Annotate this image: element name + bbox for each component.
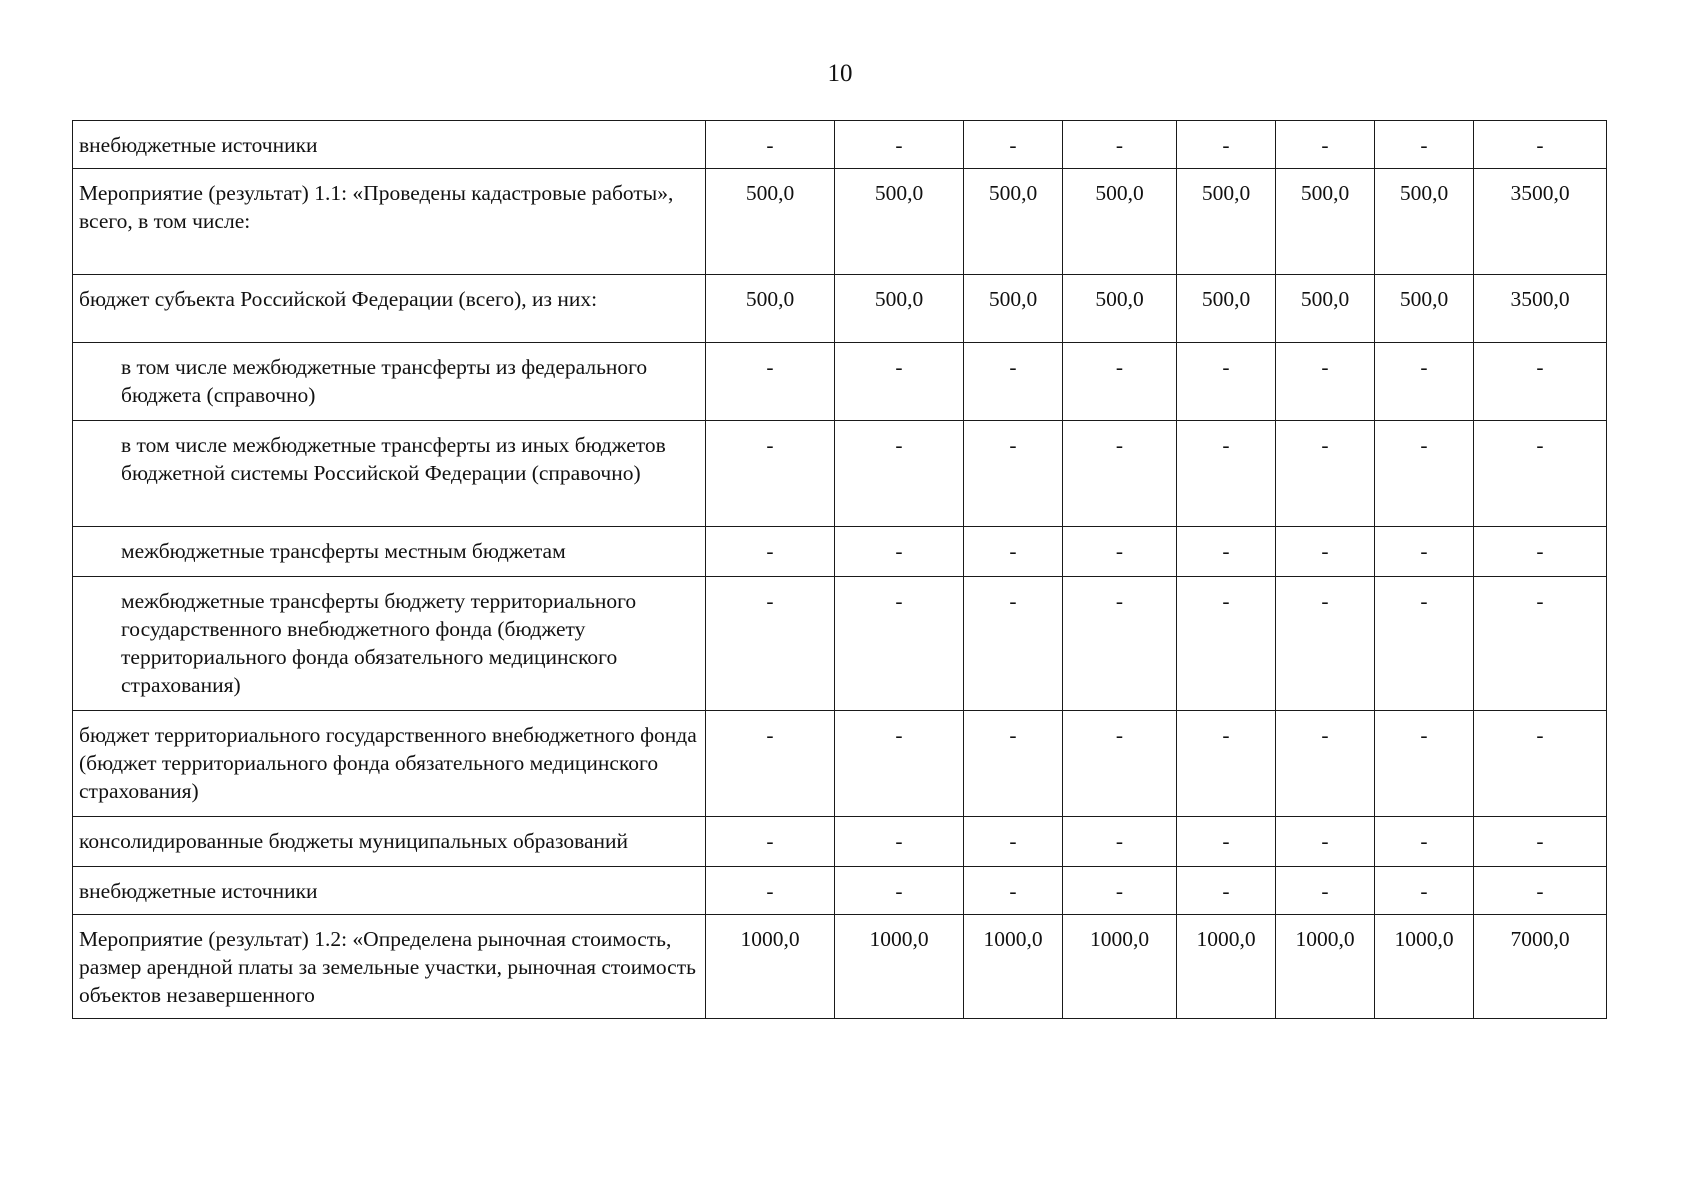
value-cell: -: [1063, 527, 1177, 577]
value-cell: 500,0: [1063, 169, 1177, 275]
value-cell: -: [1276, 121, 1375, 169]
value-cell: -: [1474, 867, 1607, 915]
value-cell: 1000,0: [964, 915, 1063, 1019]
value-cell: -: [706, 577, 835, 711]
value-cell: -: [1177, 421, 1276, 527]
value-cell: -: [1474, 121, 1607, 169]
value-cell: -: [1474, 711, 1607, 817]
table-row: [73, 275, 1607, 343]
value-cell: -: [1177, 711, 1276, 817]
row-label: Мероприятие (результат) 1.2: «Определена рыночная стоимость, размер арендной платы за земельные участки, рыночная стоимость объектов незавершенного: [73, 915, 706, 1019]
row-label: консолидированные бюджеты муниципальных образований: [73, 817, 706, 867]
value-cell: 500,0: [1276, 275, 1375, 343]
value-cell: 1000,0: [835, 915, 964, 1019]
value-cell: -: [1474, 527, 1607, 577]
value-cell: 500,0: [1276, 169, 1375, 275]
value-cell: 500,0: [964, 275, 1063, 343]
value-cell: -: [1177, 121, 1276, 169]
value-cell: -: [964, 817, 1063, 867]
table-row: [73, 421, 1607, 527]
value-cell: -: [1063, 817, 1177, 867]
value-cell: 3500,0: [1474, 275, 1607, 343]
value-cell: -: [964, 421, 1063, 527]
value-cell: -: [1063, 421, 1177, 527]
value-cell: 500,0: [964, 169, 1063, 275]
value-cell: 1000,0: [1276, 915, 1375, 1019]
value-cell: -: [1375, 577, 1474, 711]
value-cell: -: [1276, 711, 1375, 817]
row-label: межбюджетные трансферты местным бюджетам: [73, 527, 706, 577]
value-cell: -: [706, 121, 835, 169]
table-row: [73, 711, 1607, 817]
table-row: [73, 817, 1607, 867]
value-cell: 1000,0: [1177, 915, 1276, 1019]
value-cell: -: [964, 527, 1063, 577]
value-cell: -: [1375, 421, 1474, 527]
value-cell: 3500,0: [1474, 169, 1607, 275]
value-cell: -: [1177, 343, 1276, 421]
value-cell: -: [706, 817, 835, 867]
value-cell: -: [964, 343, 1063, 421]
value-cell: 1000,0: [706, 915, 835, 1019]
page-number: 10: [827, 60, 853, 87]
value-cell: -: [1063, 711, 1177, 817]
table-row: [73, 343, 1607, 421]
table-row: [73, 169, 1607, 275]
value-cell: 1000,0: [1375, 915, 1474, 1019]
value-cell: -: [1375, 711, 1474, 817]
value-cell: -: [1063, 867, 1177, 915]
row-label: межбюджетные трансферты бюджету территориального государственного внебюджетного фонда (бюджету территориального фонда обязательного медицинского страхования): [73, 577, 706, 711]
value-cell: -: [964, 577, 1063, 711]
value-cell: -: [1063, 343, 1177, 421]
value-cell: 500,0: [706, 169, 835, 275]
value-cell: -: [1063, 121, 1177, 169]
row-label: внебюджетные источники: [73, 121, 706, 169]
value-cell: -: [1276, 527, 1375, 577]
table-row: [73, 915, 1607, 1019]
value-cell: -: [835, 577, 964, 711]
table-row: [73, 121, 1607, 169]
value-cell: -: [835, 121, 964, 169]
value-cell: -: [1177, 867, 1276, 915]
value-cell: -: [835, 421, 964, 527]
value-cell: -: [835, 343, 964, 421]
value-cell: -: [964, 867, 1063, 915]
value-cell: 500,0: [1177, 169, 1276, 275]
value-cell: -: [1276, 421, 1375, 527]
row-label: бюджет субъекта Российской Федерации (всего), из них:: [73, 275, 706, 343]
table-row: [73, 867, 1607, 915]
value-cell: -: [1474, 421, 1607, 527]
value-cell: -: [706, 343, 835, 421]
table-row: [73, 577, 1607, 711]
value-cell: -: [706, 421, 835, 527]
value-cell: -: [1474, 817, 1607, 867]
value-cell: -: [1375, 343, 1474, 421]
value-cell: -: [835, 867, 964, 915]
row-label: в том числе межбюджетные трансферты из иных бюджетов бюджетной системы Российской Федерации (справочно): [73, 421, 706, 527]
value-cell: -: [1474, 577, 1607, 711]
value-cell: -: [1177, 817, 1276, 867]
value-cell: -: [1375, 527, 1474, 577]
value-cell: -: [1177, 577, 1276, 711]
value-cell: -: [1375, 867, 1474, 915]
value-cell: -: [1276, 343, 1375, 421]
value-cell: 500,0: [835, 275, 964, 343]
value-cell: 500,0: [1177, 275, 1276, 343]
value-cell: -: [1375, 121, 1474, 169]
value-cell: -: [1276, 867, 1375, 915]
value-cell: -: [706, 711, 835, 817]
value-cell: 1000,0: [1063, 915, 1177, 1019]
value-cell: -: [835, 817, 964, 867]
value-cell: -: [964, 121, 1063, 169]
value-cell: 500,0: [1375, 169, 1474, 275]
value-cell: -: [835, 527, 964, 577]
value-cell: 500,0: [1063, 275, 1177, 343]
value-cell: -: [1276, 817, 1375, 867]
value-cell: 500,0: [706, 275, 835, 343]
value-cell: -: [1474, 343, 1607, 421]
value-cell: 500,0: [835, 169, 964, 275]
row-label: бюджет территориального государственного внебюджетного фонда (бюджет территориального фонда обязательного медицинского страхования): [73, 711, 706, 817]
value-cell: -: [1276, 577, 1375, 711]
row-label: внебюджетные источники: [73, 867, 706, 915]
value-cell: -: [1063, 577, 1177, 711]
value-cell: -: [706, 867, 835, 915]
table-body: [73, 121, 1607, 1019]
value-cell: -: [706, 527, 835, 577]
value-cell: -: [1375, 817, 1474, 867]
value-cell: -: [964, 711, 1063, 817]
table-row: [73, 527, 1607, 577]
budget-table: [72, 120, 1607, 1019]
value-cell: -: [835, 711, 964, 817]
value-cell: -: [1177, 527, 1276, 577]
row-label: Мероприятие (результат) 1.1: «Проведены кадастровые работы», всего, в том числе:: [73, 169, 706, 275]
value-cell: 500,0: [1375, 275, 1474, 343]
value-cell: 7000,0: [1474, 915, 1607, 1019]
row-label: в том числе межбюджетные трансферты из федерального бюджета (справочно): [73, 343, 706, 421]
